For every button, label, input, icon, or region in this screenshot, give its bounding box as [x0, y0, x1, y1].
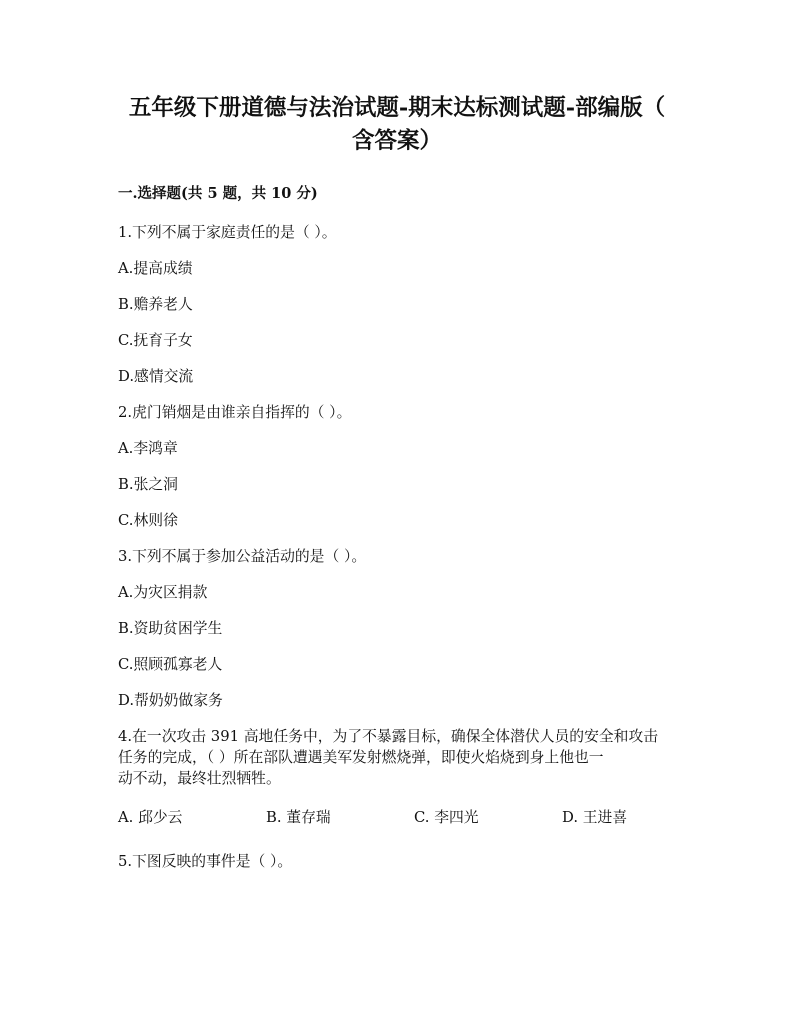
question-4-option-d: D. 王进喜: [562, 809, 628, 826]
section-heading: 一.选择题(共 5 题，共 10 分): [118, 185, 318, 202]
question-2-stem: 2.虎门销烟是由谁亲自指挥的（ ）。: [118, 404, 352, 421]
question-3-option-b: B.资助贫困学生: [118, 620, 223, 637]
question-1-option-d: D.感情交流: [118, 368, 194, 385]
question-1-option-b: B.赡养老人: [118, 296, 193, 313]
question-2-option-a: A.李鸿章: [118, 440, 178, 457]
question-1-stem: 1.下列不属于家庭责任的是（ ）。: [118, 224, 337, 241]
document-title-line-2: 含答案）: [351, 128, 442, 154]
question-3: [118, 546, 676, 711]
question-3-option-a: A.为灾区捐款: [118, 584, 208, 601]
question-5-stem: 5.下图反映的事件是（ ）。: [118, 853, 293, 870]
question-3-option-c: C.照顾孤寡老人: [118, 656, 223, 673]
question-2: [118, 402, 676, 531]
question-4-option-c: C. 李四光: [414, 809, 479, 826]
question-2-option-b: B.张之洞: [118, 476, 178, 493]
question-4-stem-line-1: 4.在一次攻击 391 高地任务中，为了不暴露目标，确保全体潜伏人员的安全和攻击: [118, 728, 659, 745]
question-4-option-a: A. 邱少云: [118, 809, 183, 826]
document-title-line-1: 五年级下册道德与法治试题-期末达标测试题-部编版（: [128, 95, 666, 121]
question-3-option-d: D.帮奶奶做家务: [118, 692, 223, 709]
question-1-option-a: A.提高成绩: [118, 260, 193, 277]
document-title: [118, 92, 676, 158]
question-4-option-b: B. 董存瑞: [266, 809, 331, 826]
question-4-stem: [118, 726, 676, 789]
question-1-option-c: C.抚育子女: [118, 332, 193, 349]
question-4-stem-line-2: 任务的完成，（ ）所在部队遭遇美军发射燃烧弹，即使火焰烧到身上他也一: [118, 749, 604, 766]
question-list: [118, 222, 676, 872]
question-1: [118, 222, 676, 387]
question-5: [118, 851, 676, 872]
question-4-stem-line-3: 动不动，最终壮烈牺牲。: [118, 770, 281, 787]
question-3-stem: 3.下列不属于参加公益活动的是（ ）。: [118, 548, 367, 565]
question-4: [118, 726, 676, 828]
question-2-option-c: C.林则徐: [118, 512, 178, 529]
question-4-options-row: [118, 807, 676, 828]
